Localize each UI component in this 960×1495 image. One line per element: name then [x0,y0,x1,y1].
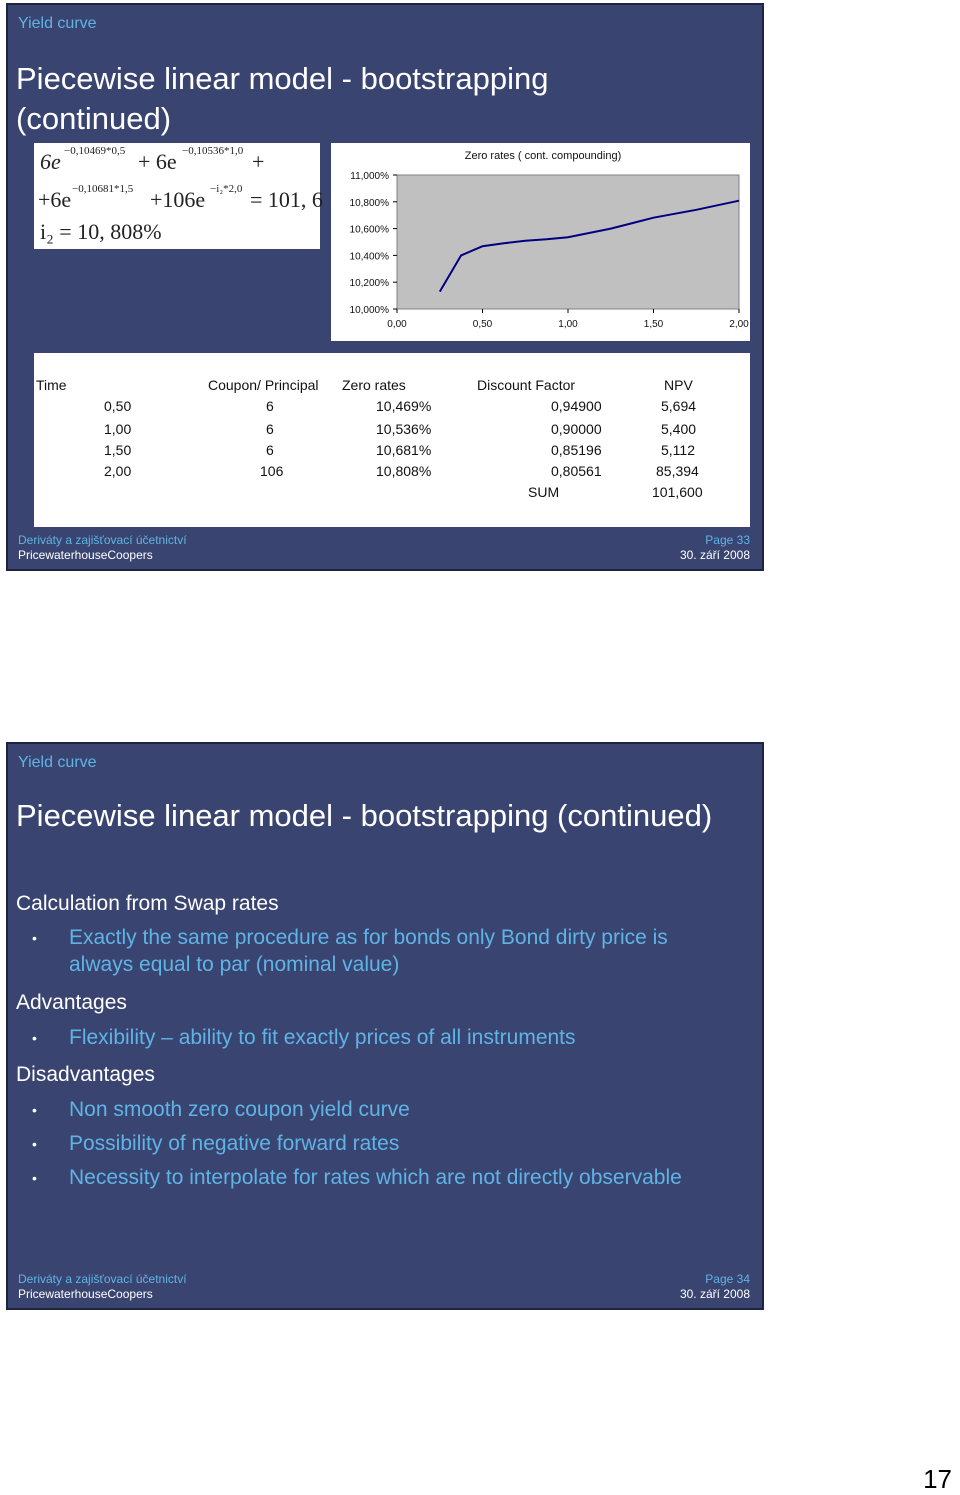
x-tick-label: 0,50 [472,319,493,330]
y-tick-label: 10,600% [349,224,389,236]
footer-left [18,533,187,563]
x-tick-label: 0,00 [387,319,407,330]
y-tick-label: 10,200% [349,278,389,290]
x-tick-label: 1,50 [643,319,664,330]
bullet-non-smooth: Non smooth zero coupon yield curve [69,1098,410,1121]
section-label: Yield curve [18,15,97,32]
cell-coupon: 6 [266,398,274,414]
chart-title: Zero rates ( cont. compounding) [464,150,622,162]
slide-title: Piecewise linear model - bootstrapping (continued) [16,798,713,833]
cell-npv: 5,112 [661,442,695,458]
footer-left [18,1272,187,1302]
formula-exponent: −0,10536*1,0 [182,145,244,157]
slide-33 [6,3,764,571]
footer-course: Deriváty a zajišťovací účetnictví [18,533,187,547]
heading-advantages: Advantages [16,991,127,1014]
formula-exponent: −i₂*2,0 [210,183,243,195]
bullet-dot: • [32,1030,37,1046]
footer-company: PricewaterhouseCoopers [18,548,153,562]
bullet-procedure-line-2: always equal to par (nominal value) [69,953,400,976]
zero-rates-chart [331,143,750,341]
footer-date: 30. září 2008 [679,1287,750,1301]
cell-discount-factor: 0,85196 [551,442,602,458]
cell-zero-rate: 10,536% [376,421,432,437]
heading-disadvantages: Disadvantages [16,1063,155,1086]
bullet-flexibility: Flexibility – ability to fit exactly prices of all instruments [69,1026,576,1049]
slide-title-line-2: (continued) [16,101,172,136]
heading-swap-rates: Calculation from Swap rates [16,892,279,915]
footer-right [680,1272,750,1302]
bullet-dot: • [32,1170,37,1186]
y-tick-label: 10,000% [349,305,389,316]
bullet-negative-forward: Possibility of negative forward rates [69,1132,400,1155]
footer-page: Page 34 [705,1272,750,1286]
formula-term: 6e [40,149,61,174]
cell-npv: 85,394 [656,463,699,479]
slide-34 [6,742,764,1310]
cell-discount-factor: 0,80561 [551,463,602,479]
footer-page: Page 33 [705,533,750,547]
chart-svg [331,143,750,341]
sum-value: 101,600 [652,484,703,500]
section-label: Yield curve [18,754,97,771]
formula-result: i₂ = 10, 808% [40,219,162,244]
col-header-npv: NPV [664,377,693,393]
formula-term: +106e [150,187,206,212]
y-tick-label: 10,800% [349,197,389,209]
formula-term: + [252,149,265,174]
cell-time: 0,50 [104,398,132,414]
formula-term: + 6e [138,149,177,174]
cell-time: 2,00 [104,463,132,479]
cell-discount-factor: 0,90000 [551,421,602,437]
cell-coupon: 6 [266,421,274,437]
cell-coupon: 6 [266,442,274,458]
cell-zero-rate: 10,681% [376,442,432,458]
cell-zero-rate: 10,808% [376,463,432,479]
cell-zero-rate: 10,469% [376,398,432,414]
col-header-coupon: Coupon/ Principal [208,377,319,393]
cell-npv: 5,694 [661,398,697,414]
document-page-number: 17 [923,1464,952,1494]
col-header-zero-rates: Zero rates [342,377,406,393]
x-tick-label: 2,00 [729,319,749,330]
formula-term: = 101, 6 [250,187,323,212]
footer-date: 30. září 2008 [679,548,750,562]
formula-exponent: −0,10469*0,5 [64,145,126,157]
slide-title-line-1: Piecewise linear model - bootstrapping [16,61,549,96]
formula-term: +6e [38,187,72,212]
footer-right [680,533,750,563]
bullet-procedure [69,924,749,978]
bootstrap-table [34,353,750,527]
formula-box [34,143,323,249]
bullet-dot: • [32,930,37,946]
cell-discount-factor: 0,94900 [551,398,602,414]
footer-company: PricewaterhouseCoopers [18,1287,153,1301]
col-header-discount-factor: Discount Factor [477,377,576,393]
y-tick-label: 10,400% [349,251,389,263]
plot-area [397,175,739,309]
cell-time: 1,50 [104,442,132,458]
bullet-procedure-line-1: Exactly the same procedure as for bonds only Bond dirty price is [69,926,668,949]
cell-npv: 5,400 [661,421,697,437]
bullet-dot: • [32,1136,37,1152]
col-header-time: Time [36,377,67,393]
sum-label: SUM [528,484,560,500]
footer-course: Deriváty a zajišťovací účetnictví [18,1272,187,1286]
bullet-dot: • [32,1102,37,1118]
cell-time: 1,00 [104,421,132,437]
bullet-interpolate: Necessity to interpolate for rates which are not directly observable [69,1166,682,1189]
cell-coupon: 106 [260,463,284,479]
y-tick-label: 11,000% [350,171,389,182]
x-tick-label: 1,00 [558,319,578,330]
formula-exponent: −0,10681*1,5 [72,183,134,195]
